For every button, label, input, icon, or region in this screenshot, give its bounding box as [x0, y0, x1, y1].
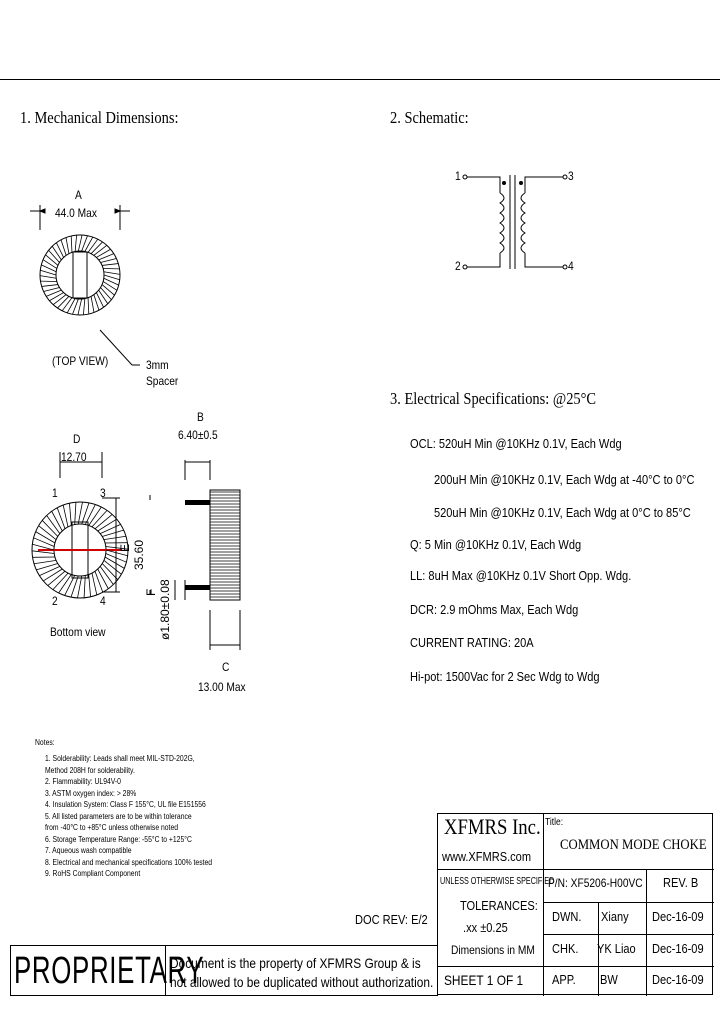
dim-b-value: 6.40±0.5: [178, 428, 218, 442]
schematic-drawing: [450, 165, 580, 280]
proprietary-text-1: Document is the property of XFMRS Group & is: [170, 955, 421, 971]
dim-f-value: ø1.80±0.08: [158, 579, 172, 640]
schematic-pin-1: 1: [455, 169, 461, 183]
dim-c-value: 13.00 Max: [198, 680, 246, 694]
electrical-heading: 3. Electrical Specifications: @25°C: [390, 389, 597, 408]
note-item: 1. Solderability: Leads shall meet MIL-STD-202G,: [45, 754, 195, 763]
note-item: 7. Aqueous wash compatible: [45, 846, 132, 855]
doc-rev: DOC REV: E/2: [355, 912, 428, 927]
dim-e-letter: E: [118, 543, 132, 552]
bottom-pin-1: 1: [52, 486, 58, 500]
chk-label: CHK.: [552, 941, 579, 956]
company-website: www.XFMRS.com: [442, 849, 532, 864]
top-view-label: (TOP VIEW): [52, 354, 109, 368]
dim-a-value: 44.0 Max: [55, 206, 97, 220]
note-item: from -40°C to +85°C unless otherwise noted: [45, 823, 179, 832]
sheet-number: SHEET 1 OF 1: [444, 972, 524, 988]
part-number: P/N: XF5206-H00VC: [548, 876, 643, 890]
bottom-pin-4: 4: [100, 594, 106, 608]
title-label: Title:: [545, 817, 564, 828]
dim-d-value: 12.70: [61, 450, 87, 464]
dwn-label: DWN.: [552, 909, 582, 924]
app-name: BW: [600, 972, 618, 987]
schematic-pin-2: 2: [455, 259, 461, 273]
note-item: 5. All listed parameters are to be within tolerance: [45, 811, 192, 821]
note-item: Method 208H for solderability.: [45, 765, 135, 775]
spacer-label: Spacer: [146, 374, 179, 388]
spec-ocl-cold: 200uH Min @10KHz 0.1V, Each Wdg at -40°C to 0°C: [434, 472, 695, 487]
chk-date: Dec-16-09: [652, 941, 704, 956]
mechanical-heading: 1. Mechanical Dimensions:: [20, 108, 179, 127]
tolerances-label: TOLERANCES:: [460, 898, 538, 913]
dim-e-value: 35.60: [132, 539, 146, 570]
note-item: 9. RoHS Compliant Component: [45, 869, 141, 878]
spacer-size: 3mm: [146, 358, 169, 372]
dim-d-letter: D: [73, 432, 81, 446]
proprietary-bottom: [10, 995, 438, 996]
bottom-pin-3: 3: [100, 486, 106, 500]
top-border: [0, 79, 720, 80]
proprietary-left: [10, 945, 11, 995]
schematic-pin-4: 4: [568, 259, 574, 273]
bottom-view-label: Bottom view: [50, 625, 106, 639]
dwn-date: Dec-16-09: [652, 909, 704, 924]
dim-b-letter: B: [197, 410, 204, 424]
spec-ll: LL: 8uH Max @10KHz 0.1V Short Opp. Wdg.: [410, 568, 632, 583]
dwn-name: Xiany: [601, 909, 629, 924]
dimensions-unit: Dimensions in MM: [451, 943, 535, 957]
spec-dcr: DCR: 2.9 mOhms Max, Each Wdg: [410, 602, 579, 617]
notes-list: [45, 753, 242, 880]
note-item: 2. Flammability: UL94V-0: [45, 777, 121, 786]
notes-title: Notes:: [35, 738, 55, 747]
tolerance-value: .xx ±0.25: [463, 920, 508, 935]
app-date: Dec-16-09: [652, 972, 704, 987]
chk-name: YK Liao: [597, 941, 636, 956]
unless-specified: UNLESS OTHERWISE SPECIFIED: [440, 876, 555, 887]
note-item: 8. Electrical and mechanical specifications 100% tested: [45, 857, 213, 867]
spec-q: Q: 5 Min @10KHz 0.1V, Each Wdg: [410, 537, 582, 552]
note-item: 3. ASTM oxygen index: > 28%: [45, 788, 137, 798]
part-title: COMMON MODE CHOKE: [560, 837, 707, 853]
schematic-heading: 2. Schematic:: [390, 108, 469, 127]
app-label: APP.: [552, 972, 576, 987]
dim-c-letter: C: [222, 660, 230, 674]
proprietary-divider: [10, 945, 438, 946]
spec-hipot: Hi-pot: 1500Vac for 2 Sec Wdg to Wdg: [410, 669, 600, 684]
bottom-pin-2: 2: [52, 594, 58, 608]
proprietary-title: PROPRIETARY: [14, 950, 205, 992]
note-item: 4. Insulation System: Class F 155°C, UL file E151556: [45, 800, 206, 809]
spec-ocl: OCL: 520uH Min @10KHz 0.1V, Each Wdg: [410, 436, 622, 451]
company-name: XFMRS Inc.: [444, 814, 541, 839]
revision: REV. B: [663, 875, 699, 890]
proprietary-text-2: not allowed to be duplicated without authorization.: [170, 974, 434, 990]
spec-current: CURRENT RATING: 20A: [410, 635, 534, 650]
top-view-drawing: [20, 180, 200, 390]
note-item: 6. Storage Temperature Range: -55°C to +125°C: [45, 834, 192, 844]
schematic-pin-3: 3: [568, 169, 574, 183]
dim-f-letter: F: [144, 588, 158, 596]
dim-a-letter: A: [75, 188, 82, 202]
spec-ocl-warm: 520uH Min @10KHz 0.1V, Each Wdg at 0°C to 85°C: [434, 505, 691, 520]
